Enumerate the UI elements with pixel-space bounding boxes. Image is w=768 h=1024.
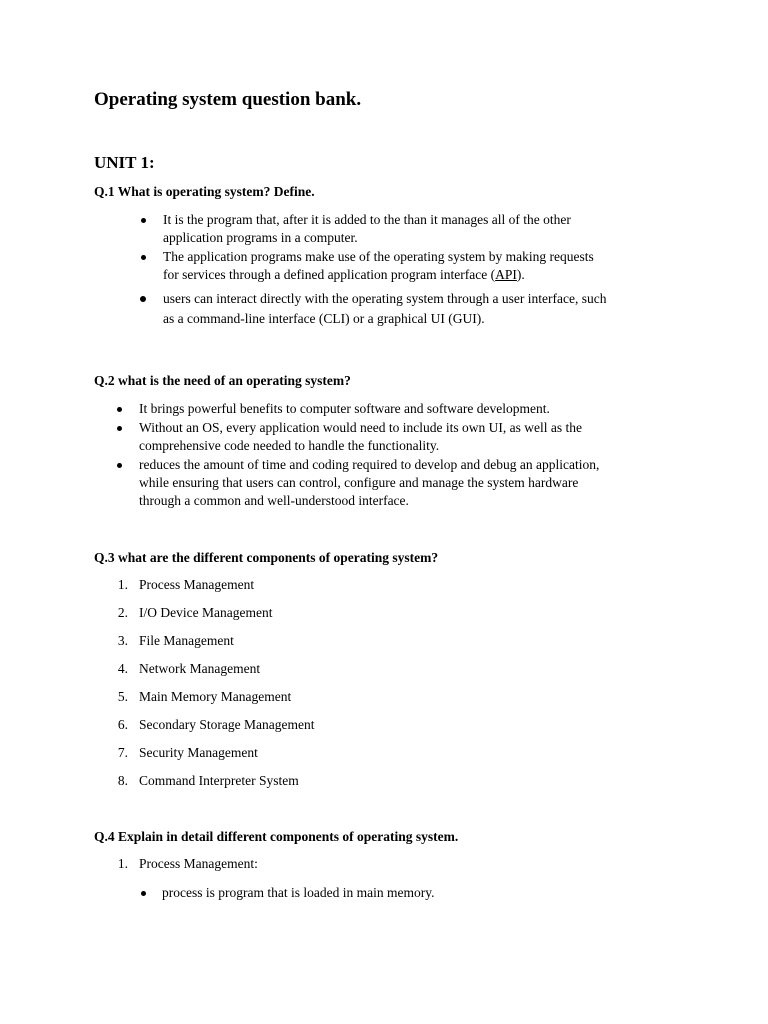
list-item-number: 4. (117, 661, 128, 676)
q1-bullet-3-line-1: users can interact directly with the operating system through a user interface, such (163, 291, 607, 306)
q1-bullet-2-line-2 (163, 266, 525, 284)
q2-bullet-3-line-2: while ensuring that users can control, configure and manage the system hardware (139, 475, 579, 490)
q1-bullet-2-pre: for services through a defined application program interface ( (163, 267, 496, 282)
list-item-number: 6. (117, 717, 128, 732)
list-item-number: 8. (117, 773, 128, 788)
q2-bullet-3-line-1: reduces the amount of time and coding required to develop and debug an application, (139, 457, 600, 472)
q2-bullet-3-line-3: through a common and well-understood interface. (139, 493, 409, 508)
question-4: Q.4 Explain in detail different components of operating system. (94, 829, 459, 844)
list-item-number: 5. (117, 689, 128, 704)
q2-bullet-2-line-2: comprehensive code needed to handle the functionality. (139, 438, 440, 453)
bullet-icon (117, 407, 122, 412)
list-item: Process Management (139, 577, 255, 592)
question-2: Q.2 what is the need of an operating system? (94, 373, 351, 388)
list-item: Main Memory Management (139, 689, 292, 704)
bullet-icon (141, 891, 146, 896)
bullet-icon (117, 463, 122, 468)
list-item-number: 1. (117, 856, 128, 871)
bullet-icon (141, 255, 146, 260)
q1-bullet-2-post: ). (516, 267, 525, 282)
question-3: Q.3 what are the different components of operating system? (94, 550, 439, 565)
list-item: Secondary Storage Management (139, 717, 315, 732)
document-title: Operating system question bank. (94, 89, 362, 110)
q2-bullet-2-line-1: Without an OS, every application would need to include its own UI, as well as the (139, 420, 582, 435)
bullet-icon (141, 218, 146, 223)
bullet-icon (140, 296, 146, 302)
q2-bullet-1-line-1: It brings powerful benefits to computer software and software development. (139, 401, 550, 416)
list-item: Process Management: (139, 856, 258, 871)
list-item-number: 7. (117, 745, 128, 760)
q1-bullet-1-line-2: application programs in a computer. (163, 230, 358, 245)
q1-bullet-2-line-1: The application programs make use of the operating system by making requests (163, 249, 594, 264)
list-item-number: 3. (117, 633, 128, 648)
unit-heading: UNIT 1: (94, 153, 155, 172)
list-item: Command Interpreter System (139, 773, 299, 788)
list-item: I/O Device Management (139, 605, 273, 620)
list-item: Network Management (139, 661, 261, 676)
q1-bullet-1-line-1: It is the program that, after it is added to the than it manages all of the other (163, 212, 571, 227)
q4-sub-bullet-1: process is program that is loaded in main memory. (162, 885, 435, 900)
question-1: Q.1 What is operating system? Define. (94, 184, 315, 199)
list-item: File Management (139, 633, 234, 648)
list-item-number: 2. (117, 605, 128, 620)
bullet-icon (117, 426, 122, 431)
q1-bullet-3-line-2: as a command-line interface (CLI) or a graphical UI (GUI). (163, 311, 485, 326)
list-item-number: 1. (117, 577, 128, 592)
list-item: Security Management (139, 745, 258, 760)
api-link[interactable]: API (495, 267, 517, 282)
